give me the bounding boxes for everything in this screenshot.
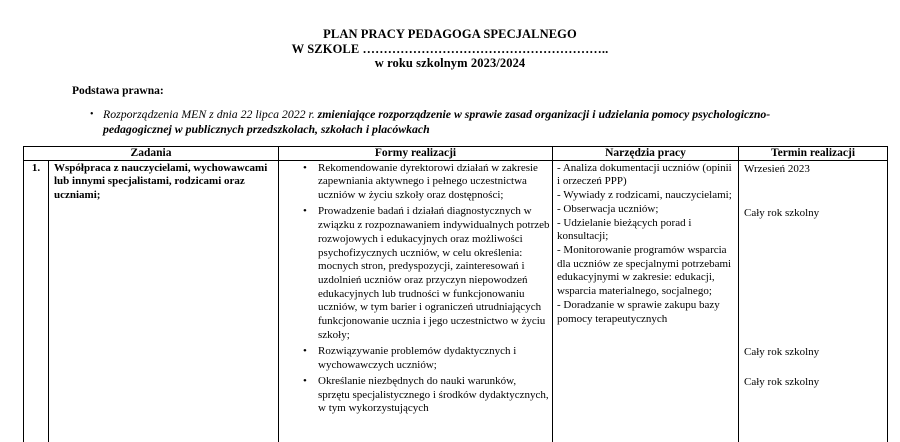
work-plan-table (23, 146, 888, 442)
tools-list (557, 162, 735, 326)
tool-item: - Monitorowanie programów wsparcia dla uczniów ze specjalnymi potrzebami edukacyjnymi w zakresie: edukacji, wsparcia materialnego, socjalnego; (557, 244, 732, 298)
bullet-icon: • (90, 108, 94, 120)
tool-item: - Wywiady z rodzicami, nauczycielami; (557, 189, 732, 202)
document-title-line2: W SZKOLE ………………………………………………….. (291, 41, 609, 56)
tool-item: - Doradzanie w sprawie zakupu bazy pomocy terapeutycznych (557, 298, 720, 325)
form-item: • Rekomendowanie dyrektorowi działań w zakresie zapewniania aktywnego i pełnego uczestnictwa uczniów w życiu szkoły oraz dostępności; (303, 162, 550, 203)
column-header-forms: Formy realizacji (279, 146, 553, 160)
term-label: Cały rok szkolny (744, 206, 820, 219)
forms-cell (279, 160, 553, 442)
tools-cell (553, 160, 739, 442)
tool-item: - Udzielanie bieżących porad i konsultacji; (557, 216, 692, 243)
form-item: • Określanie niezbędnych do nauki warunków, sprzętu specjalistycznego i środków dydaktycznych, w tym wykorzystujących (303, 375, 550, 416)
term-label: Wrzesień 2023 (744, 163, 810, 176)
table-header-row (24, 146, 888, 160)
legal-basis-item (90, 107, 780, 137)
form-item: • Rozwiązywanie problemów dydaktycznych i wychowawczych uczniów; (303, 345, 550, 372)
legal-basis-text (103, 107, 780, 137)
tool-item: - Obserwacja uczniów; (557, 202, 659, 215)
tool-item: - Analiza dokumentacji uczniów (opinii i orzeczeń PPP) (557, 161, 732, 188)
table-row (24, 160, 888, 442)
legal-basis-text-regular: Rozporządzenia MEN z dnia 22 lipca 2022 r. (103, 106, 318, 121)
column-header-tasks: Zadania (24, 146, 279, 160)
legal-basis-heading: Podstawa prawna: (72, 84, 164, 97)
legal-basis-text-bold: zmieniające rozporządzenie w sprawie zasad organizacji i udzielania pomocy psychologiczno-pedagogicznej w publicznych przedszkolach, szkołach i placówkach (103, 106, 771, 136)
column-header-term: Termin realizacji (739, 146, 888, 160)
document-page (0, 27, 900, 442)
document-title (0, 27, 900, 71)
term-cell (739, 160, 888, 442)
form-item: • Prowadzenie badań i działań diagnostycznych w związku z rozpoznawaniem indywidualnych potrzeb rozwojowych i edukacyjnych oraz możliwości psychofizycznych uczniów, w celu określenia: mocnych stron, predyspozycji, zainteresowań i uzdolnień uczniów oraz przyczyn niepowodzeń edukacyjnych lub trudności w funkcjonowaniu uczniów, w tym barier i ograniczeń utrudniających funkcjonowanie ucznia i jego uczestnictwo w życiu szkoły; (303, 205, 550, 342)
row-number-cell: 1. (24, 160, 49, 442)
document-title-line1: PLAN PRACY PEDAGOGA SPECJALNEGO (323, 27, 577, 41)
task-cell: Współpraca z nauczycielami, wychowawcami lub innymi specjalistami, rodzicami oraz uczniami; (49, 160, 279, 442)
document-title-line3: w roku szkolnym 2023/2024 (374, 56, 526, 71)
column-header-tools: Narzędzia pracy (553, 146, 739, 160)
term-label: Cały rok szkolny (744, 346, 820, 359)
term-label: Cały rok szkolny (744, 376, 820, 389)
forms-list (281, 162, 550, 416)
